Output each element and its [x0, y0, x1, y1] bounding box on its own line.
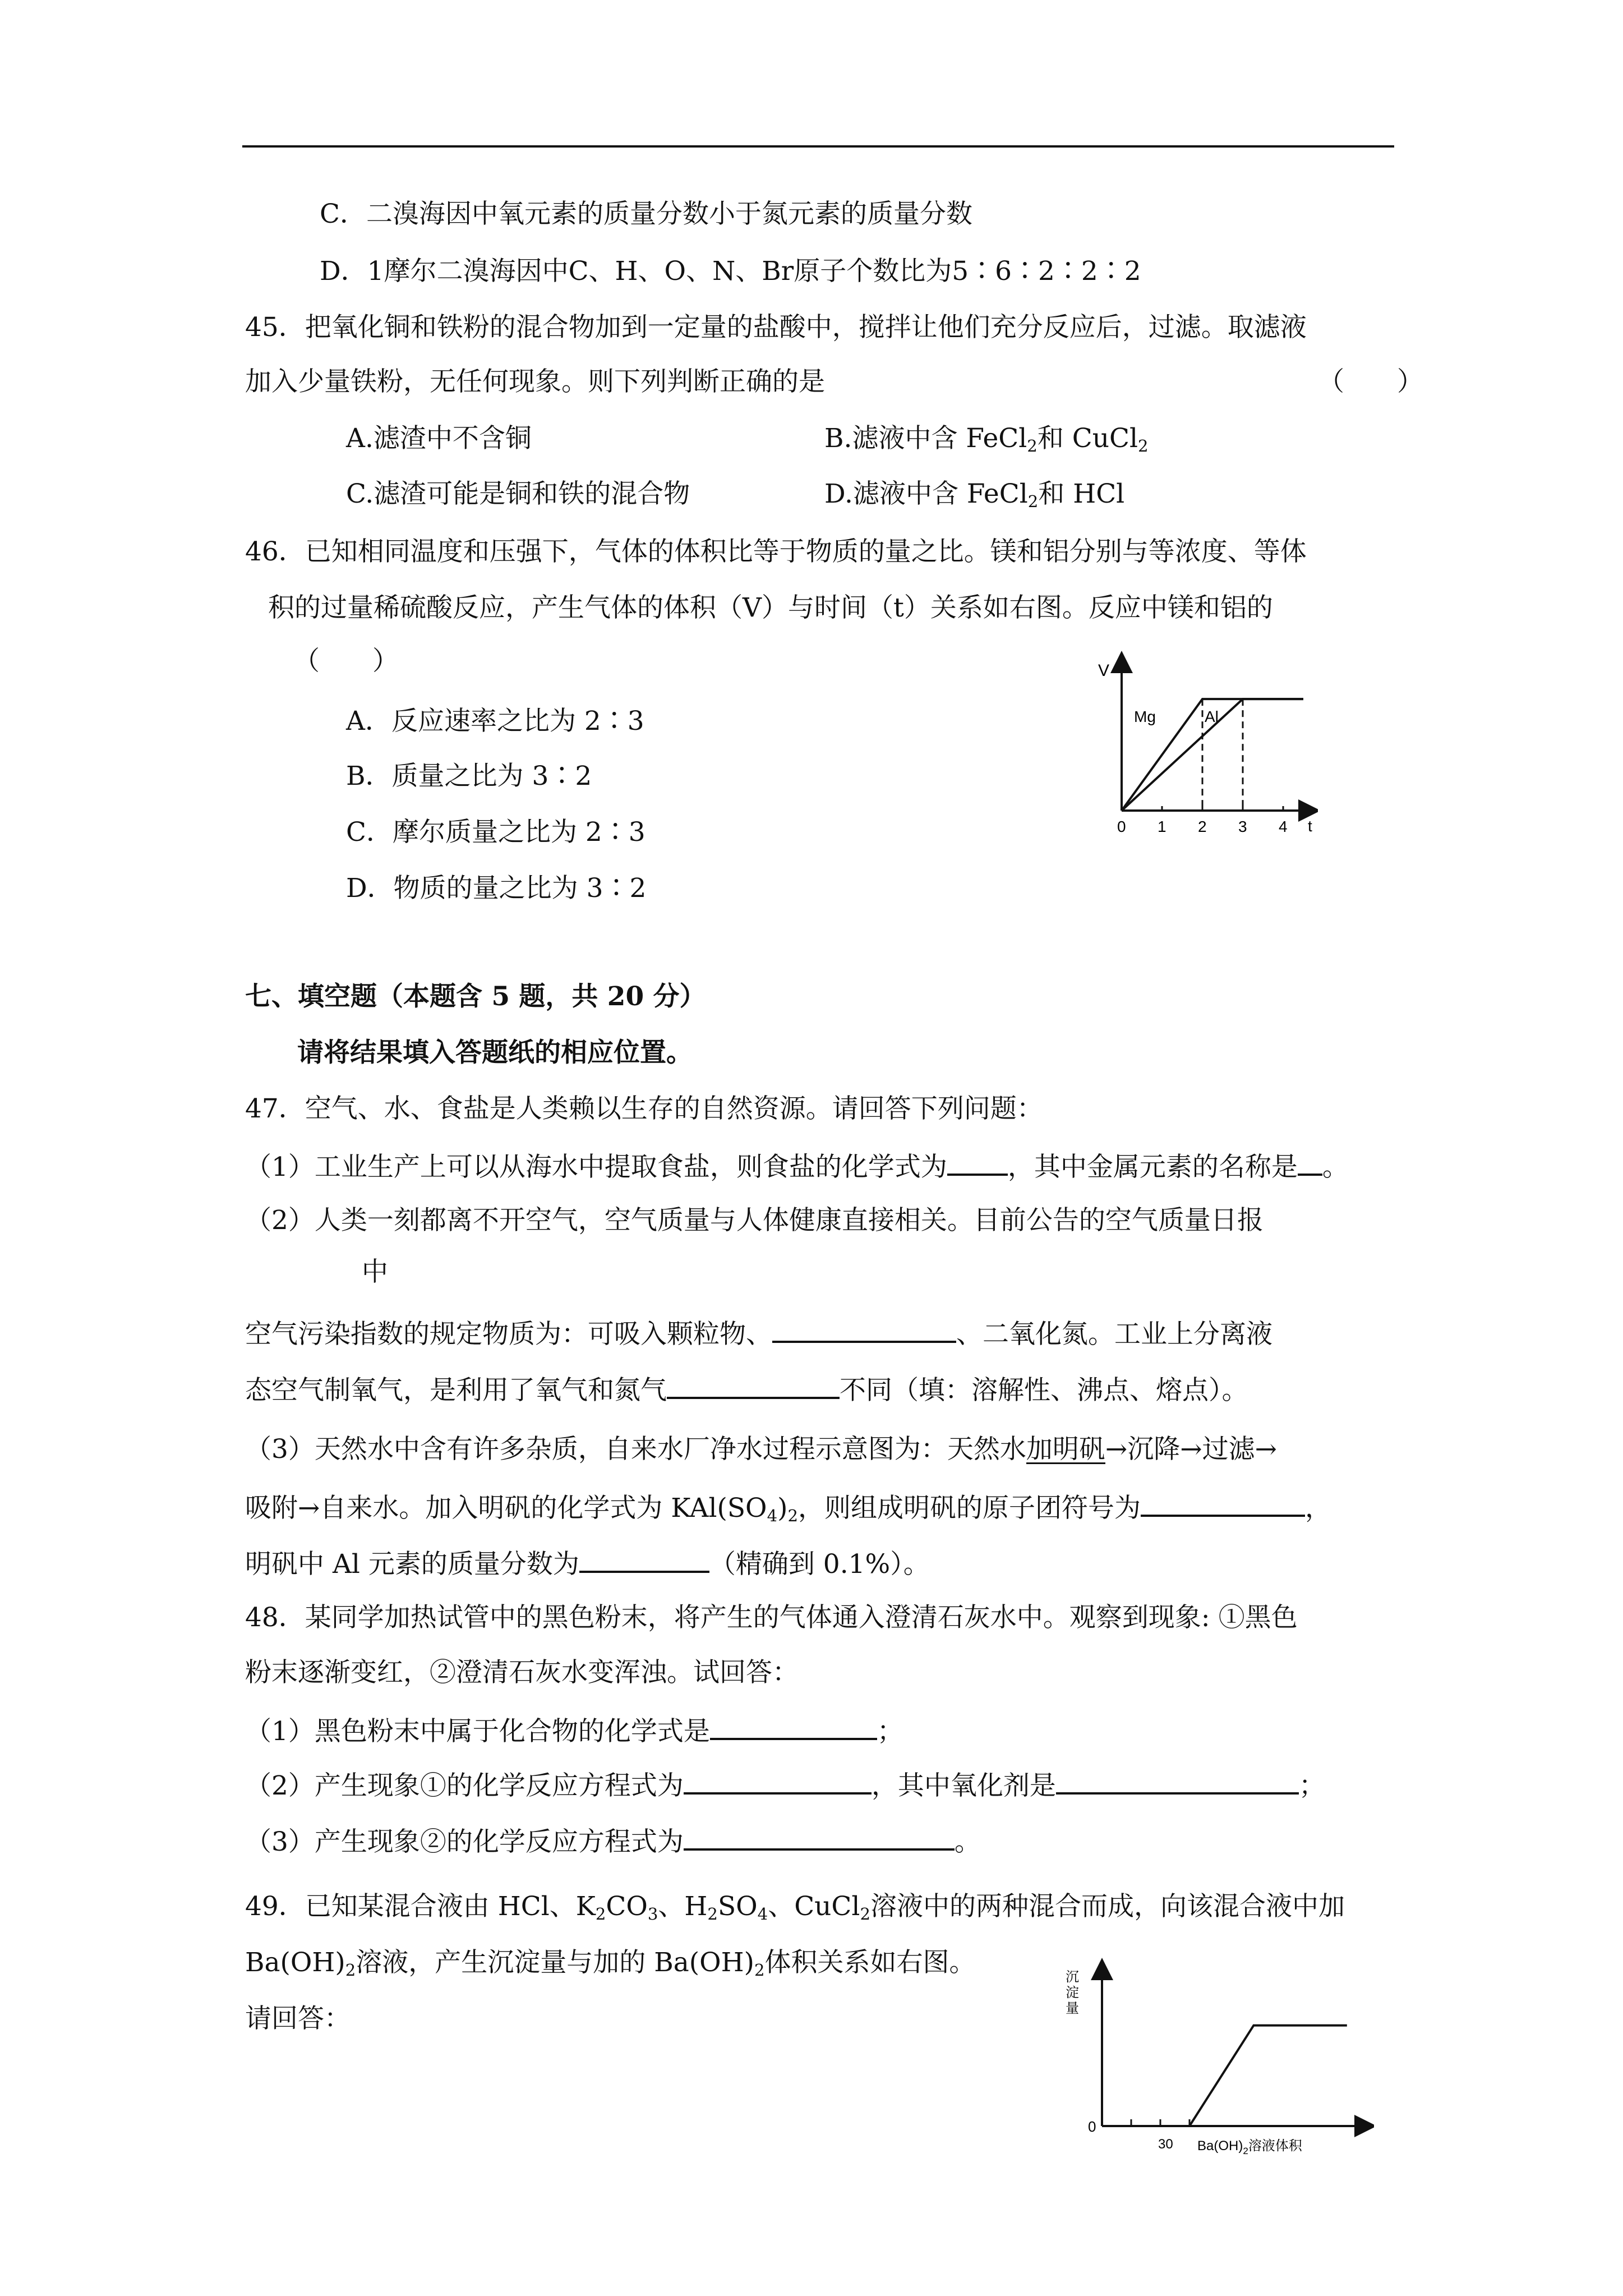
q46-answer-paren: （ ）: [293, 646, 399, 677]
section-7-instruction: 请将结果填入答题纸的相应位置。: [297, 1037, 693, 1068]
section-7-title: 七、填空题（本题含 5 题，共 20 分）: [245, 981, 706, 1012]
q46-option-a: A．反应速率之比为 2∶3: [346, 706, 644, 737]
blank-radical-symbol[interactable]: [1141, 1492, 1305, 1517]
q47-part3-line1: （3）天然水中含有许多杂质，自来水厂净水过程示意图为：天然水加明矾→沉降→过滤→: [245, 1434, 1278, 1465]
q45-answer-paren: （ ）: [1318, 366, 1423, 397]
q47-part2-line1-wrap: 中: [362, 1257, 388, 1287]
x-axis-label: $Ba(OH)_2$溶液体积: [1197, 2138, 1302, 2156]
y-axis-label: V: [1098, 661, 1110, 680]
x-tick-label-2: 2: [1198, 818, 1207, 835]
blank-salt-formula[interactable]: [947, 1151, 1008, 1176]
q49-stem-line3: 请回答：: [245, 2003, 351, 2034]
blank-metal-name[interactable]: [1298, 1151, 1322, 1176]
series-label-mg: Mg: [1134, 708, 1156, 725]
q45-option-d: D.滤液中含 FeCl$_2$和 HCl: [824, 478, 1125, 512]
q47-part2-line1: （2）人类一刻都离不开空气，空气质量与人体健康直接相关。目前公告的空气质量日报: [245, 1205, 1264, 1236]
q48-stem-line1: 48．某同学加热试管中的黑色粉末，将产生的气体通入澄清石灰水中。观察到现象: ①黑色: [245, 1602, 1298, 1633]
q46-option-c: C．摩尔质量之比为 2∶3: [346, 817, 645, 848]
precipitate-chart-svg: [1060, 1958, 1374, 2160]
q45-option-a: A.滤渣中不含铜: [346, 423, 532, 454]
q45-stem-line2: 加入少量铁粉，无任何现象。则下列判断正确的是: [245, 366, 825, 397]
q47-part1: （1）工业生产上可以从海水中提取食盐，则食盐的化学式为 ，其中金属元素的名称是 。: [245, 1152, 1349, 1182]
precipitate-line: [1102, 2026, 1347, 2126]
x-tick-label-3: 3: [1238, 818, 1247, 835]
blank-compound-formula[interactable]: [710, 1715, 877, 1740]
x-axis-label: t: [1308, 817, 1312, 835]
precipitate-volume-chart: [1060, 1958, 1374, 2166]
q48-part2: （2）产生现象①的化学反应方程式为 ，其中氧化剂是 ；: [245, 1770, 1325, 1801]
q48-stem-line2: 粉末逐渐变红，②澄清石灰水变浑浊。试回答：: [245, 1657, 799, 1688]
alum-arrow: 加明矾: [1026, 1434, 1105, 1465]
x-tick-label-30: 30: [1158, 2137, 1173, 2152]
q48-part3: （3）产生现象②的化学反应方程式为 。: [245, 1826, 981, 1857]
blank-oxidant[interactable]: [1056, 1770, 1299, 1795]
x-tick-label-4: 4: [1279, 818, 1288, 835]
y-axis-label-2: 淀: [1066, 1985, 1079, 2000]
blank-al-mass-fraction[interactable]: [579, 1548, 709, 1573]
x-tick-label-0: 0: [1117, 818, 1126, 835]
origin-label: 0: [1088, 2118, 1096, 2135]
q47-part3-line2: 吸附→自来水。加入明矾的化学式为 $KAl(SO_4)_2$，则组成明矾的原子团符号为 ，: [245, 1493, 1331, 1526]
q49-stem-line2: $Ba(OH)_2$溶液，产生沉淀量与加的 $Ba(OH)_2$体积关系如右图。: [245, 1947, 976, 1980]
q45-option-b: B.滤液中含 FeCl$_2$和 CuCl$_2$: [824, 423, 1149, 456]
q44-option-c: C．二溴海因中氧元素的质量分数小于氮元素的质量分数: [320, 199, 972, 229]
q47-part2-line3: 态空气制氧气，是利用了氧气和氮气 不同（填：溶解性、沸点、熔点）。: [245, 1375, 1248, 1406]
q46-stem-line1: 46．已知相同温度和压强下，气体的体积比等于物质的量之比。镁和铝分别与等浓度、等体: [245, 536, 1307, 567]
q49-stem-line1: 49．已知某混合液由 HCl、$K_2CO_3$、$H_2SO_4$、CuCl$_2$溶液中的两种混合而成，向该混合液中加: [245, 1891, 1345, 1924]
series-label-al: Al: [1205, 708, 1219, 725]
x-tick-label-1: 1: [1158, 818, 1166, 835]
q44-option-d: D．1摩尔二溴海因中C、H、O、N、Br原子个数比为5∶6∶2∶2∶2: [320, 256, 1141, 287]
blank-property[interactable]: [667, 1374, 840, 1399]
q46-stem-line2: 积的过量稀硫酸反应，产生气体的体积（V）与时间（t）关系如右图。反应中镁和铝的: [268, 592, 1273, 623]
q47-part3-line3: 明矾中 Al 元素的质量分数为 （精确到 0.1%）。: [245, 1549, 930, 1580]
blank-pollutant[interactable]: [772, 1318, 956, 1343]
blank-equation-2[interactable]: [684, 1826, 955, 1851]
q45-stem-line1: 45．把氧化铜和铁粉的混合物加到一定量的盐酸中，搅拌让他们充分反应后，过滤。取滤液: [245, 312, 1307, 343]
y-axis-label-3: 量: [1066, 2001, 1079, 2016]
q46-option-d: D．物质的量之比为 3∶2: [346, 873, 647, 904]
blank-equation-1[interactable]: [684, 1770, 872, 1795]
q46-option-b: B．质量之比为 3∶2: [346, 761, 592, 792]
q48-part1: （1）黑色粉末中属于化合物的化学式是 ；: [245, 1716, 903, 1747]
q47-stem: 47．空气、水、食盐是人类赖以生存的自然资源。请回答下列问题：: [245, 1093, 1043, 1124]
mg-al-chart-svg: [1082, 651, 1318, 836]
q47-part2-line2: 空气污染指数的规定物质为：可吸入颗粒物、 、二氧化氮。工业上分离液: [245, 1319, 1272, 1350]
mg-al-volume-time-chart: [1082, 651, 1318, 843]
y-axis-label-1: 沉: [1066, 1970, 1079, 1985]
header-rule: [242, 145, 1394, 148]
q45-option-c: C.滤渣可能是铜和铁的混合物: [346, 478, 690, 509]
